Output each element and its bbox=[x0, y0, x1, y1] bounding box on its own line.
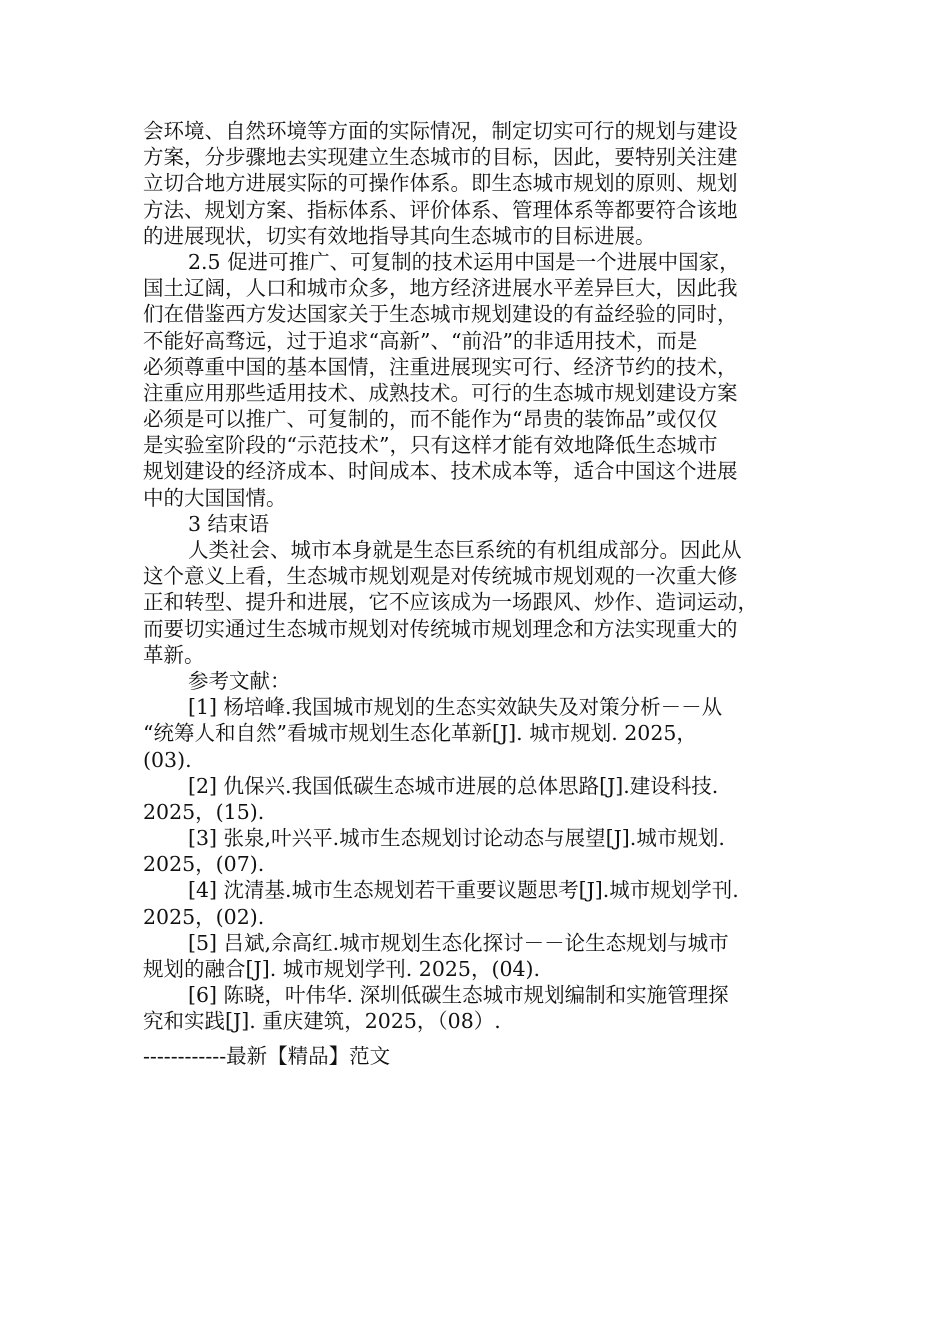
reference-item bbox=[143, 877, 809, 929]
reference-line: (03). bbox=[143, 747, 192, 772]
conclusion-paragraph bbox=[143, 537, 809, 668]
reference-line: 规划的融合[J]. 城市规划学刊. 2025，(04). bbox=[143, 957, 541, 981]
reference-item bbox=[143, 694, 809, 773]
document-body bbox=[143, 118, 809, 1035]
text-line: 国土辽阔，人口和城市众多，地方经济进展水平差异巨大，因此我 bbox=[143, 276, 738, 301]
text-line: 人类社会、城市本身就是生态巨系统的有机组成部分。因此从 bbox=[188, 538, 742, 562]
reference-line: [6] 陈晓，叶伟华. 深圳低碳生态城市规划编制和实施管理探 bbox=[188, 983, 729, 1008]
reference-line: [4] 沈清基.城市生态规划若干重要议题思考[J].城市规划学刊. bbox=[188, 878, 739, 903]
footer-text: ------------最新【精品】范文 bbox=[143, 1044, 391, 1068]
text-line: 而要切实通过生态城市规划对传统城市规划理念和方法实现重大的 bbox=[143, 616, 738, 641]
reference-line: 2025，(07). bbox=[143, 852, 265, 877]
reference-item bbox=[143, 982, 809, 1034]
text-line: 必须是可以推广、可复制的，而不能作为“昂贵的装饰品”或仅仅 bbox=[143, 407, 718, 432]
text-line: 必须尊重中国的基本国情，注重进展现实可行、经济节约的技术， bbox=[143, 354, 738, 379]
section-2-5-heading-line: 2.5 促进可推广、可复制的技术运用中国是一个进展中国家， bbox=[188, 249, 740, 274]
reference-item bbox=[143, 930, 809, 982]
reference-line: [5] 吕斌,佘高红.城市规划生态化探讨－－论生态规划与城市 bbox=[188, 930, 729, 955]
reference-item bbox=[143, 825, 809, 877]
text-line: 正和转型、提升和进展，它不应该成为一场跟风、炒作、造词运动， bbox=[143, 590, 758, 615]
text-line: 注重应用那些适用技术、成熟技术。可行的生态城市规划建设方案 bbox=[143, 380, 738, 405]
text-line: 是实验室阶段的“示范技术”，只有这样才能有效地降低生态城市 bbox=[143, 433, 718, 458]
reference-line: [3] 张泉,叶兴平.城市生态规划讨论动态与展望[J].城市规划. bbox=[188, 826, 725, 851]
references-list bbox=[143, 694, 809, 1034]
text-line: 这个意义上看，生态城市规划观是对传统城市规划观的一次重大修 bbox=[143, 564, 738, 589]
text-line: 立切合地方进展实际的可操作体系。即生态城市规划的原则、规划 bbox=[143, 171, 738, 196]
section-2-5-paragraph bbox=[143, 249, 809, 511]
text-line: 的进展现状，切实有效地指导其向生态城市的目标进展。 bbox=[143, 223, 656, 248]
section-3-heading: 3 结束语 bbox=[188, 511, 270, 536]
text-line: 规划建设的经济成本、时间成本、技术成本等，适合中国这个进展 bbox=[143, 459, 738, 484]
references-heading: 参考文献： bbox=[188, 668, 291, 693]
reference-line: [2] 仇保兴.我国低碳生态城市进展的总体思路[J].建设科技. bbox=[188, 773, 719, 798]
reference-line: “统筹人和自然”看城市规划生态化革新[J]. 城市规划. 2025， bbox=[143, 721, 697, 746]
text-line: 方法、规划方案、指标体系、评价体系、管理体系等都要符合该地 bbox=[143, 197, 738, 222]
text-line: 革新。 bbox=[143, 642, 205, 667]
reference-line: 究和实践[J]. 重庆建筑，2025，（08）. bbox=[143, 1009, 501, 1034]
text-line: 方案，分步骤地去实现建立生态城市的目标，因此，要特别关注建 bbox=[143, 145, 738, 170]
text-line: 中的大国国情。 bbox=[143, 485, 287, 510]
paragraph-continued bbox=[143, 118, 809, 249]
reference-line: 2025，(02). bbox=[143, 904, 265, 929]
text-line: 不能好高骛远，过于追求“高新”、“前沿”的非适用技术，而是 bbox=[143, 328, 698, 353]
reference-item bbox=[143, 773, 809, 825]
text-line: 们在借鉴西方发达国家关于生态城市规划建设的有益经验的同时， bbox=[143, 302, 738, 327]
reference-line: 2025，(15). bbox=[143, 799, 265, 824]
reference-line: [1] 杨培峰.我国城市规划的生态实效缺失及对策分析－－从 bbox=[188, 695, 723, 720]
text-line: 会环境、自然环境等方面的实际情况，制定切实可行的规划与建设 bbox=[143, 119, 738, 143]
